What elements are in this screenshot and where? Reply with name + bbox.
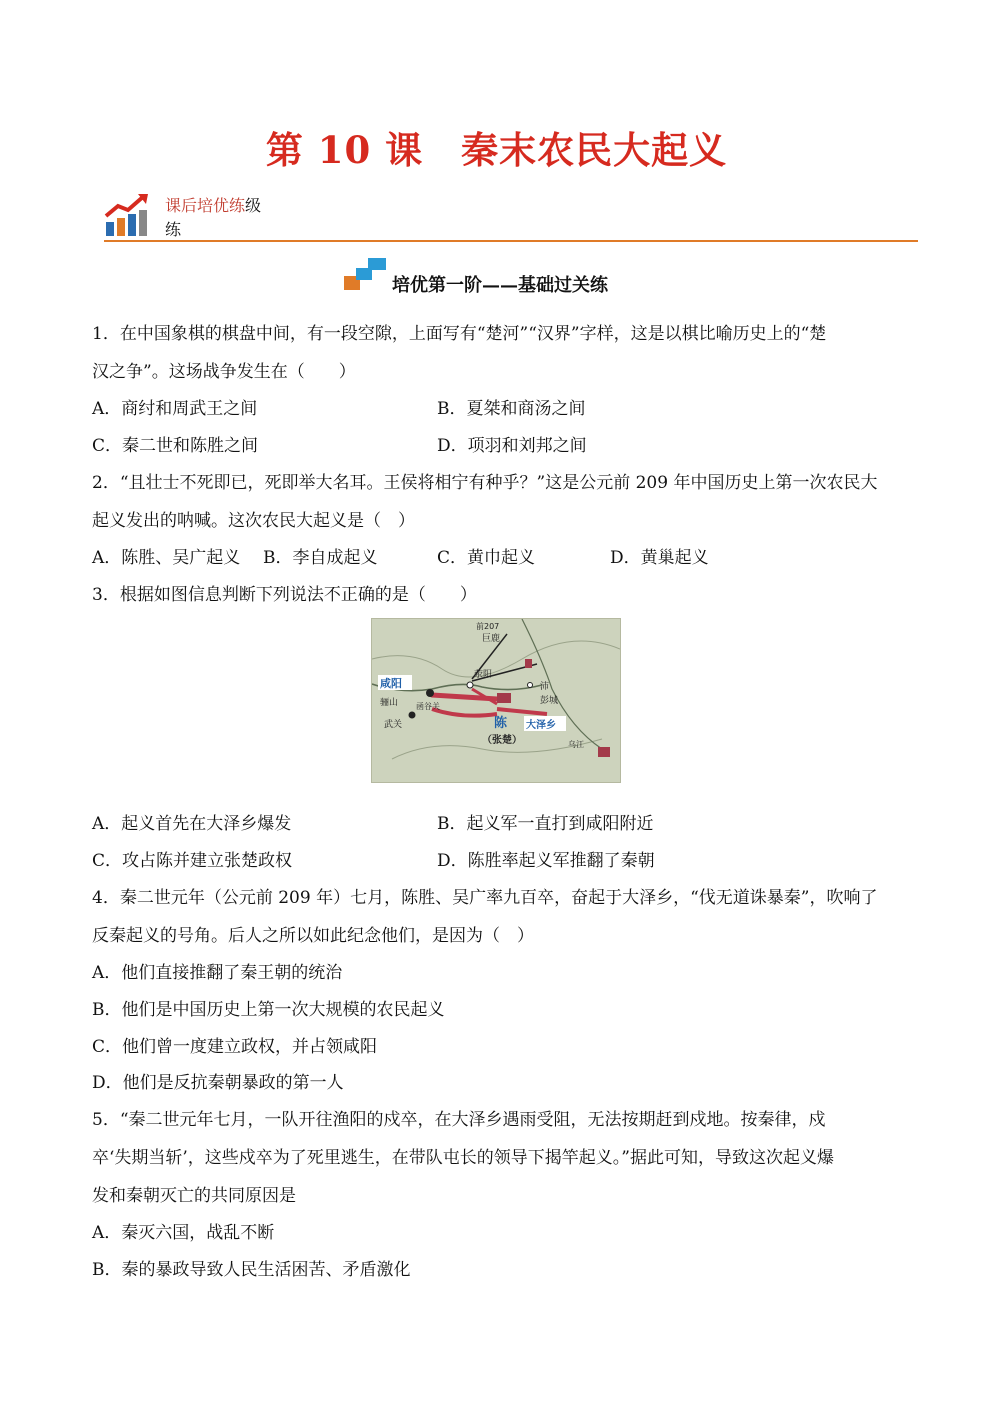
- q4-option-b: B．他们是中国历史上第一次大规模的农民起义: [92, 1000, 445, 1020]
- q1-stem-1: 1．在中国象棋的棋盘中间，有一段空隙，上面写有“楚河”“汉界”字样，这是以棋比喻历史上的“楚: [92, 324, 827, 344]
- q4-option-a: A．他们直接推翻了秦王朝的统治: [92, 963, 343, 983]
- header-divider: [104, 240, 918, 242]
- q4-option-d: D．他们是反抗秦朝暴政的第一人: [92, 1073, 344, 1093]
- q1-option-b: B．夏桀和商汤之间: [437, 399, 586, 419]
- q5-option-b: B．秦的暴政导致人民生活困苦、矛盾激化: [92, 1260, 411, 1280]
- q5-stem-1: 5．“秦二世元年七月，一队开往渔阳的戍卒，在大泽乡遇雨受阻，无法按期赶到戍地。按秦律，戍: [92, 1110, 826, 1130]
- map-label-xingyang: 荥阳: [474, 670, 493, 680]
- map-label-pei: 沛: [540, 682, 550, 692]
- map-label-chen: 陈: [494, 716, 508, 731]
- map-label-julu: 巨鹿: [482, 634, 501, 644]
- tag-red-text: 课后培优练: [165, 196, 246, 215]
- map-label-lishan: 骊山: [380, 698, 399, 708]
- q1-option-c: C．秦二世和陈胜之间: [92, 436, 259, 456]
- q3-option-b: B．起义军一直打到咸阳附近: [437, 814, 654, 834]
- q1-stem-2: 汉之争”。这场战争发生在（ ）: [92, 362, 356, 382]
- q3-option-d: D．陈胜率起义军推翻了秦朝: [437, 851, 655, 871]
- q2-stem-2: 起义发出的呐喊。这次农民大起义是（ ）: [92, 511, 415, 531]
- q2-option-c: C．黄巾起义: [437, 548, 536, 568]
- q4-stem-1: 4．秦二世元年（公元前 209 年）七月，陈胜、吴广率九百卒，奋起于大泽乡，“伐无道诛暴秦”，吹响了: [92, 888, 878, 908]
- map-label-wujiang: 乌江: [568, 740, 584, 749]
- uprising-route-map: [371, 618, 621, 783]
- q4-option-c: C．他们曾一度建立政权，并占领咸阳: [92, 1037, 378, 1057]
- q5-stem-2: 卒‘失期当斩’，这些戍卒为了死里逃生，在带队屯长的领导下揭竿起义。”据此可知，导致这次起义爆: [92, 1148, 834, 1168]
- q2-option-b: B．李自成起义: [263, 548, 378, 568]
- map-graphic: [372, 619, 620, 782]
- q2-option-d: D．黄巢起义: [610, 548, 709, 568]
- map-label-hangu: 函谷关: [416, 702, 440, 711]
- q3-option-a: A．起义首先在大泽乡爆发: [92, 814, 292, 834]
- q4-stem-2: 反秦起义的号角。后人之所以如此纪念他们，是因为（ ）: [92, 926, 534, 946]
- q1-option-a: A．商纣和周武王之间: [92, 399, 258, 419]
- map-label-zhangchu: （张楚）: [482, 735, 522, 746]
- q5-stem-3: 发和秦朝灭亡的共同原因是: [92, 1186, 296, 1206]
- tag-black-text: 级: [245, 196, 262, 215]
- tag-line-2: 练: [165, 220, 182, 239]
- growth-chart-icon: [104, 192, 156, 238]
- map-label-daze: 大泽乡: [526, 720, 556, 731]
- q3-stem: 3．根据如图信息判断下列说法不正确的是（ ）: [92, 585, 477, 605]
- map-label-year: 前207: [476, 622, 500, 631]
- page-title: 第 10 课 秦末农民大起义: [265, 128, 728, 172]
- q3-option-c: C．攻占陈并建立张楚政权: [92, 851, 293, 871]
- q5-option-a: A．秦灭六国，战乱不断: [92, 1223, 275, 1243]
- section-title: 培优第一阶——基础过关练: [392, 275, 608, 296]
- map-label-xianyang: 咸阳: [380, 677, 402, 690]
- map-label-pengcheng: 彭城: [540, 696, 559, 706]
- stairs-icon: [344, 258, 388, 290]
- tag-line-1: [165, 193, 261, 216]
- q2-stem-1: 2．“且壮士不死即已，死即举大名耳。王侯将相宁有种乎？”这是公元前 209 年中国历史上第一次农民大: [92, 473, 878, 493]
- q2-option-a: A．陈胜、吴广起义: [92, 548, 241, 568]
- q1-option-d: D．项羽和刘邦之间: [437, 436, 587, 456]
- map-label-wuguan: 武关: [384, 720, 403, 730]
